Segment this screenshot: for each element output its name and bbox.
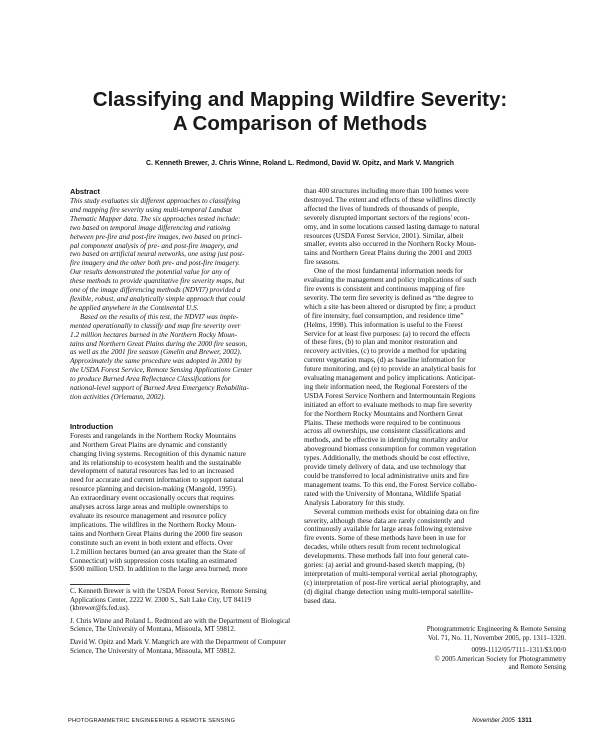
text-line: two based on artificial neural networks, one using just post- [70,250,245,259]
text-line: mented operationally to classify and map fire severity over [70,321,241,330]
text-line: implications. The wildfires in the Northern Rocky Moun- [70,520,237,529]
journal-volume: Vol. 71, No. 11, November 2005, pp. 1311–1320. [427,633,566,642]
text-line: severely disrupted important sectors of the regions' econ- [304,213,470,222]
text-line: two based on temporal image differencing and ratioing [70,223,231,232]
text-line: which a site has been altered or disrupted by fire; a product [304,302,476,311]
text-line: destroyed. The extent and effects of these wildfires directly [304,195,476,204]
footer-date: November 2005 [472,718,515,724]
text-line: smaller, events also occurred in the Northern Rocky Moun- [304,240,477,249]
text-line: (c) interpretation of post-fire vertical aerial photography, and [304,578,481,587]
text-line: evaluating management and policy implications. Anticipat- [304,374,476,383]
text-line: need for accurate and current information to support natural [70,476,244,485]
text-line: This study evaluates six different approaches to classifying [70,197,241,205]
text-line: tains and Northern Great Plains during the 2001 and 2003 [304,249,472,258]
text-line: flexible, robust, and analytically simple approach that could [70,294,245,303]
text-line: gories: (a) aerial and ground-based sketch mapping, (b) [304,561,465,570]
text-line: (d) digital change detection using multi-temporal satellite- [304,587,474,596]
affiliation-note: J. Chris Winne and Roland L. Redmond are with the Department of Biological Science, The University of Montana, Missoula, MT 59812. [70,616,291,634]
text-line: fire seasons. [304,258,340,267]
text-line: changing living systems. Recognition of this dynamic nature [70,449,246,458]
copyright-line-2: and Remote Sensing [508,663,566,672]
text-line: $500 million USD. In addition to the large area burned, more [70,565,248,574]
text-line: initiated an effort to evaluate methods to map fire severity [304,400,473,409]
intro-paragraph-2 [304,267,557,507]
text-line: 1.2 million hectares burned (an area greater than the State of [70,547,246,556]
text-line: An extraordinary event occasionally occurs that requires [70,494,234,503]
journal-code: 0099-1112/05/7111–1311/$3.00/0 [471,646,566,655]
journal-name: Photogrammetric Engineering & Remote Sensing [426,625,566,633]
title-line-2: A Comparison of Methods [172,112,428,135]
text-line: current vegetation maps, (d) as baseline information for [304,356,466,365]
text-line: tains and Northern Great Plains during the 2000 fire season, [70,339,248,348]
text-line: national-level support of Burned Area Emergency Rehabilita- [70,384,249,393]
text-line: as well as the 2001 fire season (Gmelin and Brewer, 2002). [70,348,242,357]
text-line: and mapping fire severity using multi-temporal Landsat [70,205,233,214]
text-line: be applied anywhere in the Continental U.S. [70,303,199,312]
copyright-line-1: © 2005 American Society for Photogrammetry [434,654,566,663]
text-line: types. Additionally, the methods should be cost effective, [304,454,470,463]
text-line: development of natural resources has led to an increased [70,467,234,476]
text-line: resources (USDA Forest Service, 2001). Similar, albeit [304,231,464,240]
journal-info [370,625,566,672]
text-line: methods, and be effective in identifying mortality and/or [304,436,469,445]
text-line: across all ownerships, use consistent classifications and [304,427,466,436]
text-line: analyses across large areas and multiple ownerships to [70,503,228,512]
running-footer-journal: PHOTOGRAMMETRIC ENGINEERING & REMOTE SENSING [68,718,236,724]
text-line: management teams. To this end, the Forest Service collabo- [304,480,477,489]
text-line: of these fires, (b) to plan and monitor restoration and [304,338,458,347]
introduction-heading: Introduction [70,421,114,431]
text-line: future monitoring, and (e) to provide an analytical basis for [304,365,476,374]
left-column [70,187,323,574]
text-line: evaluating the management and policy implications of such [304,276,477,285]
running-footer-right [472,717,532,724]
text-line: 1.2 million hectares burned in the Northern Rocky Moun- [70,330,238,339]
affiliation-note: David W. Opitz and Mark V. Mangrich are with the Department of Computer Science, The University of Montana, Missoula, MT 59812. [70,637,286,655]
text-line: recovery activities, (c) to provide a method for updating [304,347,467,356]
text-line: between pre-fire and post-fire images, two based on princi- [70,232,242,241]
text-line: pal component analysis of pre- and post-fire imagery, and [70,241,239,250]
text-line: severity, although these data are rarely consistently and [304,516,465,525]
text-line: Approximately the same procedure was adopted in 2001 by [70,357,242,366]
paper-title [60,88,540,136]
affiliation-notes [70,587,302,659]
text-line: Service for at least five purposes: (a) to record the effects [304,329,471,338]
affiliation-note: C. Kenneth Brewer is with the USDA Forest Service, Remote Sensing Applications Center, 2222 W. 2300 S., Salt Lake City, UT 84119 (kbrewer@fs.fed.us). [70,587,267,613]
text-line: to produce Burned Area Reflectance Classifications for [70,375,231,384]
text-line: fire events. Some of these methods have been in use for [304,534,466,543]
text-line: Our results demonstrated the potential value for any of [70,268,230,277]
text-line: one of the image differencing methods (NDVI7) provided a [70,286,241,295]
text-line: constitute such an event in both extent and effects. Over [70,538,233,547]
text-line: ing their information need, the Regional Foresters of the [304,382,468,391]
text-line: severity. The term fire severity is defined as “the degree to [304,293,474,302]
text-line: continuously available for large areas following extensive [304,525,472,534]
text-line: of fire intensity, fuel consumption, and residence time” [304,311,464,320]
abstract-paragraph-1 [70,197,323,313]
text-line: tains and Northern Great Plains during the 2000 fire season [70,529,243,538]
text-line: Forests and rangelands in the Northern Rocky Mountains [70,431,237,440]
text-line: (Helms, 1998). This information is useful to the Forest [304,320,463,329]
text-line: affected the lives of hundreds of thousands of people, [304,204,460,213]
text-line: Analysis Laboratory for this study. [304,498,405,507]
abstract-heading: Abstract [70,187,100,196]
text-line: Thematic Mapper data. The six approaches tested include: [70,214,241,223]
title-line-1: Classifying and Mapping Wildfire Severity: [92,88,508,111]
text-line: Based on the results of this test, the NDVI7 was imple- [80,312,239,321]
intro-continued-paragraph [304,187,557,267]
abstract-paragraph-2 [70,313,323,402]
text-line: fire events is consistent and continuous mapping of fire [304,284,465,293]
text-line: could be transferred to local administrative units and fire [304,472,469,480]
text-line: aboveground biomass consumption for common vegetation [304,445,477,454]
introduction-paragraph-1 [70,432,323,575]
page-number: 1311 [517,717,532,724]
text-line: evaluate its resource management and resource policy [70,512,227,520]
text-line: than 400 structures including more than 100 homes were [304,187,469,195]
text-line: resource planning and decision-making (Mangold, 1995). [70,485,237,494]
text-line: Connecticut) with suppression costs totaling an estimated [70,556,237,565]
text-line: developments. These methods fall into four general cate- [304,552,469,561]
intro-paragraph-3 [304,508,557,606]
text-line: provide timely delivery of data, and use technology that [304,463,467,472]
text-line: fire imagery and the other both pre- and post-fire imagery. [70,259,240,268]
text-line: tion activities (Orlemann, 2002). [70,392,166,401]
text-line: One of the most fundamental information needs for [314,267,464,276]
text-line: omy, and in some locations caused lasting damage to natural [304,222,480,231]
text-line: decades, while others result from recent technological [304,543,461,552]
text-line: the USDA Forest Service, Remote Sensing Applications Center [70,366,253,375]
text-line: based data. [304,596,337,605]
text-line: for the Northern Rocky Mountains and Northern Great [304,409,463,418]
text-line: Plains. These methods were required to be continuous [304,418,461,427]
text-line: rated with the University of Montana, Wildlife Spatial [304,489,462,498]
text-line: and its relationship to ecosystem health and the sustainable [70,458,242,467]
text-line: Several common methods exist for obtaining data on fire [314,507,480,516]
right-column [304,187,557,606]
author-list: C. Kenneth Brewer, J. Chris Winne, Roland L. Redmond, David W. Opitz, and Mark V. Mangrich [146,160,454,167]
text-line: and Northern Great Plains are dynamic and constantly [70,440,228,449]
footnote-divider [70,584,130,585]
text-line: interpretation of multi-temporal vertical aerial photography, [304,569,478,578]
text-line: these methods to provide quantitative fire severity maps, but [70,277,245,286]
text-line: USDA Forest Service Northern and Intermountain Regions [304,391,476,400]
